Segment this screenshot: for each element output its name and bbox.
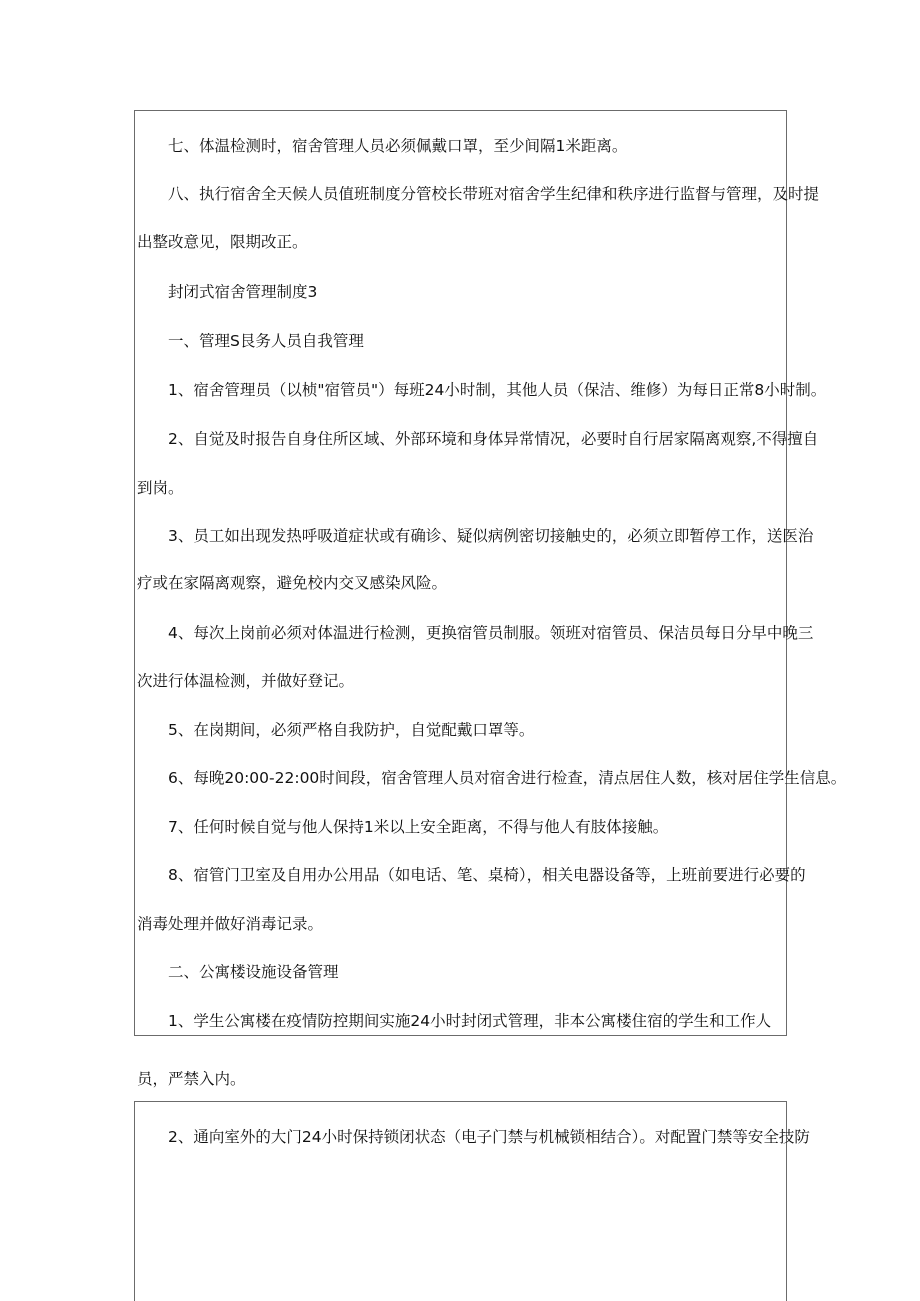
paragraph-rule-8: 八、执行宿舍全天候人员值班制度分管校长带班对宿舍学生纪律和秩序进行监督与管理，及时提: [168, 185, 820, 203]
item-3-continued: 疗或在家隔离观察，避免校内交叉感染风险。: [137, 574, 448, 592]
section-title: 封闭式宿舍管理制度3: [168, 283, 318, 301]
item-2-1: 1、学生公寓楼在疫情防控期间实施24小时封闭式管理，非本公寓楼住宿的学生和工作人: [168, 1012, 772, 1030]
item-8-continued: 消毒处理并做好消毒记录。: [137, 915, 324, 933]
item-1: 1、宿舍管理员（以桢"宿管员"）每班24小时制，其他人员（保洁、维修）为每日正常8小时制。: [168, 381, 827, 399]
item-7: 7、任何时候自觉与他人保持1米以上安全距离，不得与他人有肢体接触。: [168, 818, 669, 836]
item-2: 2、自觉及时报告自身住所区域、外部环境和身体异常情况，必要时自行居家隔离观察,不得擅自: [168, 430, 819, 448]
item-8: 8、宿管门卫室及自用办公用品（如电话、笔、桌椅），相关电器设备等，上班前要进行必要的: [168, 866, 806, 884]
item-5: 5、在岗期间，必须严格自我防护，自觉配戴口罩等。: [168, 721, 535, 739]
item-6: 6、每晚20:00-22:00时间段，宿舍管理人员对宿舍进行检查，清点居住人数，核对居住学生信息。: [168, 769, 847, 787]
item-2-continued: 到岗。: [137, 479, 184, 497]
item-3: 3、员工如出现发热呼吸道症状或有确诊、疑似病例密切接触史的，必须立即暂停工作，送医治: [168, 527, 814, 545]
paragraph-rule-8-continued: 出整改意见，限期改正。: [137, 233, 308, 251]
heading-part-1: 一、管理S艮务人员自我管理: [168, 332, 364, 350]
heading-part-2: 二、公寓楼设施设备管理: [168, 963, 339, 981]
paragraph-rule-7: 七、体温检测时，宿舍管理人员必须佩戴口罩，至少间隔1米距离。: [168, 137, 628, 155]
item-2-1-continued: 员，严禁入内。: [137, 1070, 246, 1088]
item-2-2: 2、通向室外的大门24小时保持锁闭状态（电子门禁与机械锁相结合）。对配置门禁等安全技防: [168, 1128, 810, 1146]
item-4: 4、每次上岗前必须对体温进行检测，更换宿管员制服。领班对宿管员、保洁员每日分早中晚三: [168, 624, 814, 642]
item-4-continued: 次进行体温检测，并做好登记。: [137, 672, 355, 690]
